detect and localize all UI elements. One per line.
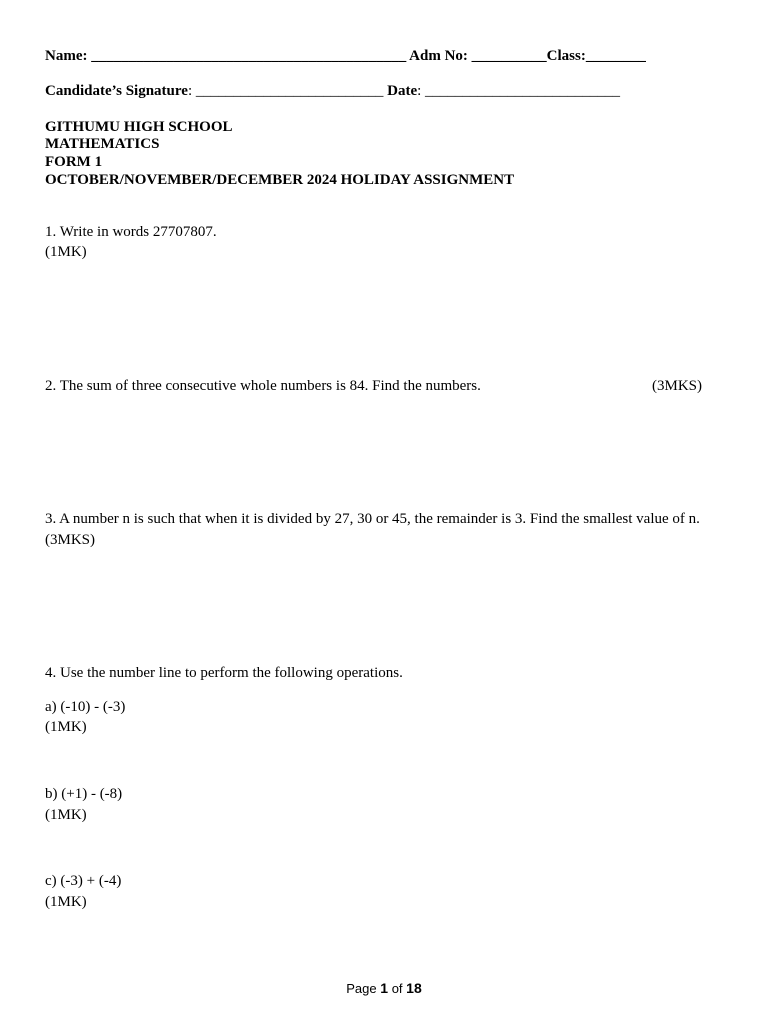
question-4a-text: a) (-10) - (-3) (45, 699, 126, 715)
question-2-marks: (3MKS) (651, 378, 702, 394)
form-title: FORM 1 (45, 154, 103, 170)
question-4b-marks: (1MK) (45, 807, 87, 823)
subject-title: MATHEMATICS (45, 136, 160, 152)
name-line (45, 47, 646, 65)
date-label: Date (387, 83, 418, 99)
school-name: GITHUMU HIGH SCHOOL (45, 119, 233, 135)
question-4c-text: c) (-3) + (-4) (45, 873, 122, 889)
question-3-text: 3. A number n is such that when it is divided by 27, 30 or 45, the remainder is 3. Find the smallest value of n. (45, 511, 700, 527)
date-separator: : (417, 83, 422, 99)
question-2-text: 2. The sum of three consecutive whole numbers is 84. Find the numbers. (45, 378, 481, 394)
adm-label: Adm No: (409, 48, 468, 64)
question-1-text: 1. Write in words 27707807. (45, 224, 217, 240)
question-1-marks: (1MK) (45, 244, 87, 260)
page-word: Page (346, 981, 377, 996)
name-blank[interactable]: __________________________________________ (91, 48, 407, 64)
signature-separator: : (187, 83, 193, 99)
name-label: Name: (45, 48, 88, 64)
date-blank[interactable]: __________________________ (425, 83, 621, 99)
signature-label: Candidate’s Signature (45, 83, 188, 99)
question-4-text: 4. Use the number line to perform the following operations. (45, 665, 403, 681)
question-4a-marks: (1MK) (45, 719, 87, 735)
assignment-title: OCTOBER/NOVEMBER/DECEMBER 2024 HOLIDAY ASSIGNMENT (45, 172, 515, 188)
signature-line (45, 82, 620, 100)
question-3-marks: (3MKS) (45, 532, 96, 548)
question-4c-marks: (1MK) (45, 894, 87, 910)
page-current: 1 (380, 980, 389, 996)
class-label: Class: (546, 48, 586, 64)
page-footer (0, 979, 768, 998)
adm-blank[interactable]: __________ (471, 48, 547, 64)
signature-blank[interactable]: _________________________ (195, 83, 384, 99)
of-word: of (391, 981, 403, 996)
class-blank[interactable]: ________ (585, 48, 646, 64)
question-4b-text: b) (+1) - (-8) (45, 786, 123, 802)
page-total: 18 (406, 980, 422, 996)
